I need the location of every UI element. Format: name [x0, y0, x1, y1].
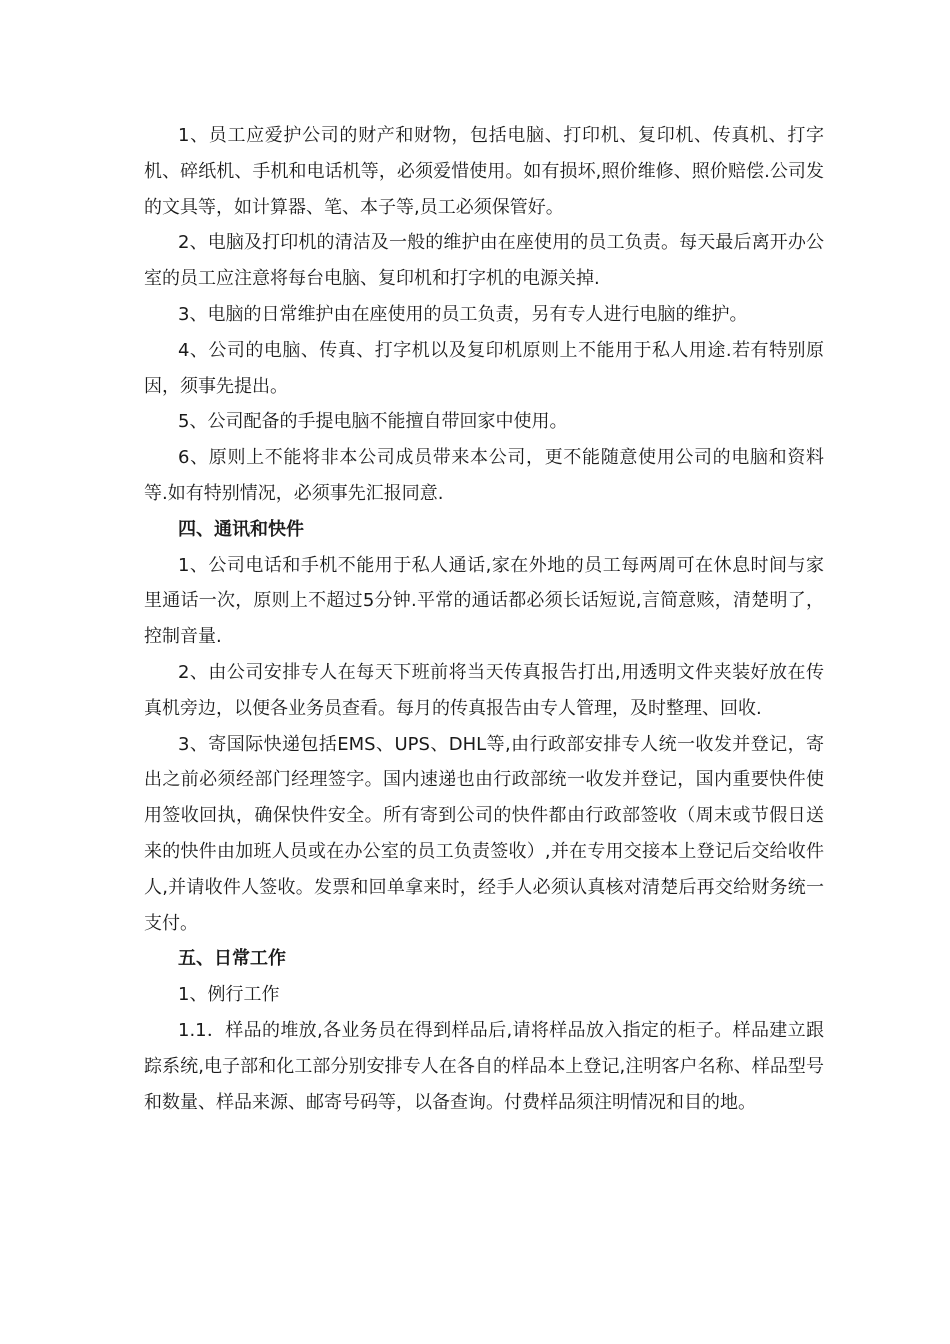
- paragraph-comms-1: 1、公司电话和手机不能用于私人通话,家在外地的员工每两周可在休息时间与家里通话一次，原则上不超过5分钟.平常的通话都必须长话短说,言简意赅，清楚明了，控制音量.: [144, 554, 824, 648]
- section-heading-daily-work: 五、日常工作: [178, 948, 286, 970]
- paragraph-assets-1: 1、员工应爱护公司的财产和财物，包括电脑、打印机、复印机、传真机、打字机、碎纸机、手机和电话机等，必须爱惜使用。如有损坏,照价维修、照价赔偿.公司发的文具等，如计算器、笔、本子等,员工必须保管好。: [144, 125, 824, 218]
- paragraph-assets-2: 2、电脑及打印机的清洁及一般的维护由在座使用的员工负责。每天最后离开办公室的员工应注意将每台电脑、复印机和打字机的电源关掉.: [144, 232, 824, 290]
- paragraph-assets-6: 6、原则上不能将非本公司成员带来本公司，更不能随意使用公司的电脑和资料等.如有特别情况，必须事先汇报同意.: [144, 447, 824, 504]
- paragraph-daily-1-1: 1.1．样品的堆放,各业务员在得到样品后,请将样品放入指定的柜子。样品建立跟踪系统,电子部和化工部分别安排专人在各自的样品本上登记,注明客户名称、样品型号和数量、样品来源、邮寄号码等，以备查询。付费样品须注明情况和目的地。: [144, 1019, 824, 1113]
- paragraph-comms-3: 3、寄国际快递包括EMS、UPS、DHL等,由行政部安排专人统一收发并登记，寄出之前必须经部门经理签字。国内速递也由行政部统一收发并登记，国内重要快件使用签收回执，确保快件安全。所有寄到公司的快件都由行政部签收（周末或节假日送来的快件由加班人员或在办公室的员工负责签收）,并在专用交接本上登记后交给收件人,并请收件人签收。发票和回单拿来时，经手人必须认真核对清楚后再交给财务统一支付。: [144, 733, 824, 934]
- paragraph-daily-1: 1、例行工作: [178, 984, 280, 1006]
- section-heading-communications: 四、通讯和快件: [178, 518, 304, 540]
- paragraph-assets-4: 4、公司的电脑、传真、打字机以及复印机原则上不能用于私人用途.若有特别原因，须事先提出。: [144, 339, 824, 397]
- paragraph-comms-2: 2、由公司安排专人在每天下班前将当天传真报告打出,用透明文件夹装好放在传真机旁边，以便各业务员查看。每月的传真报告由专人管理，及时整理、回收.: [144, 661, 824, 719]
- document-page: [144, 118, 824, 1120]
- paragraph-assets-5: 5、公司配备的手提电脑不能擅自带回家中使用。: [178, 411, 568, 433]
- paragraph-assets-3: 3、电脑的日常维护由在座使用的员工负责，另有专人进行电脑的维护。: [178, 303, 748, 325]
